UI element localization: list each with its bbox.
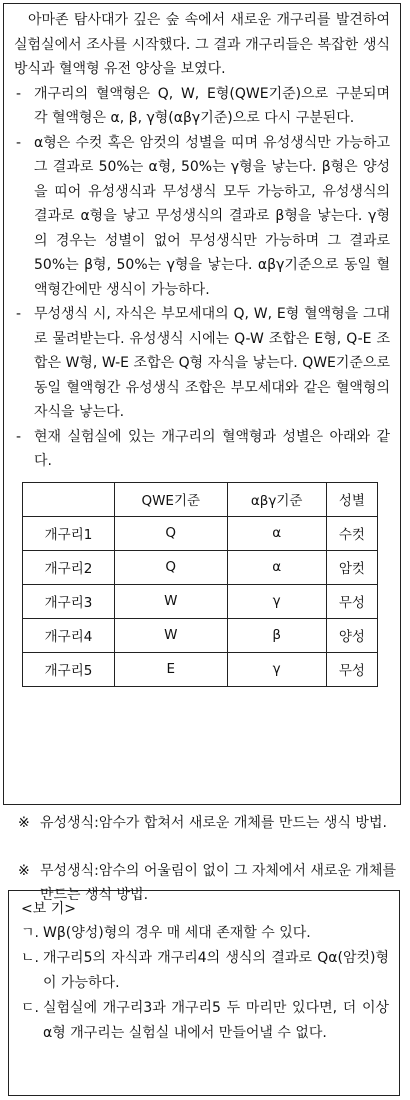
table-cell: 양성 [326,618,377,652]
table-row [23,618,378,652]
bogi-title: <보 기> [21,901,76,917]
passage-box [3,3,401,805]
dash-marker: - [16,428,22,445]
table-cell: 개구리3 [23,584,115,618]
table-cell: 무성 [326,652,377,686]
condition-item-2 [14,131,390,303]
table-cell: 개구리1 [23,516,115,550]
table-row [23,516,378,550]
bogi-option-b [21,946,389,996]
table-cell: W [114,618,227,652]
bogi-option-a [21,921,389,946]
condition-item-1 [14,82,390,131]
table-row [23,652,378,686]
condition-text: 무성생식 시, 자식은 부모세대의 Q, W, E형 혈액형을 그대로 물려받는다. 유성생식 시에는 Q-W 조합은 E형, Q-E 조합은 W형, W-E 조합은 Q형 자식을 낳는다. QWE기준으로 동일 혈액형간 유성생식 조합은 부모세대와 같은 혈액형의 자식을 낳는다. [34,306,390,420]
option-label: ㄱ. [21,925,39,941]
condition-item-3 [14,302,390,425]
bogi-box [8,890,400,1096]
intro-paragraph: 아마존 탐사대가 깊은 숲 속에서 새로운 개구리를 발견하여 실험실에서 조사를 시작했다. 그 결과 개구리들은 복잡한 생식방식과 혈액형 유전 양상을 보였다. [14,12,390,77]
table-cell: α [227,516,326,550]
table-header-cell [23,482,115,516]
table-cell: Q [114,516,227,550]
condition-text: 개구리의 혈액형은 Q, W, E형(QWE기준)으로 구분되며 각 혈액형은 α, β, γ형(αβγ기준)으로 다시 구분된다. [34,85,390,126]
table-cell: 개구리5 [23,652,115,686]
note-mark: ※ [18,815,30,831]
note-sexual-reproduction [18,811,398,835]
table-cell: β [227,618,326,652]
table-cell: 암컷 [326,550,377,584]
dash-marker: - [16,306,22,322]
table-row [23,550,378,584]
table-header-cell: αβγ기준 [227,482,326,516]
table-header-cell: 성별 [326,482,377,516]
table-cell: Q [114,550,227,584]
note-text: 무성생식:암수의 어울림이 없이 그 자체에서 새로운 개체를 만드는 생식 방법. [40,863,396,903]
option-label: ㄴ. [21,950,39,966]
dash-marker: - [16,134,22,151]
table-cell: 개구리4 [23,618,115,652]
option-text: Wβ(양성)형의 경우 매 세대 존재할 수 있다. [43,925,311,941]
dash-marker: - [16,85,22,102]
condition-item-4 [14,425,390,474]
note-text: 유성생식:암수가 합쳐서 새로운 개체를 만드는 생식 방법. [40,815,387,831]
frog-table [22,482,378,687]
table-cell: 무성 [326,584,377,618]
table-header-cell: QWE기준 [114,482,227,516]
option-text: 개구리5의 자식과 개구리4의 생식의 결과로 Qα(암컷)형이 가능하다. [43,950,389,991]
option-label: ㄷ. [21,1000,39,1016]
bogi-option-c [21,996,389,1046]
table-cell: α [227,550,326,584]
note-mark: ※ [18,863,30,879]
table-cell: E [114,652,227,686]
option-text: 실험실에 개구리3과 개구리5 두 마리만 있다면, 더 이상 α형 개구리는 실험실 내에서 만들어낼 수 없다. [43,1000,389,1041]
table-cell: γ [227,652,326,686]
table-cell: W [114,584,227,618]
table-row [23,584,378,618]
table-cell: γ [227,584,326,618]
table-cell: 개구리2 [23,550,115,584]
condition-text: 현재 실험실에 있는 개구리의 혈액형과 성별은 아래와 같다. [34,428,390,469]
table-cell: 수컷 [326,516,377,550]
condition-text: α형은 수컷 혹은 암컷의 성별을 띠며 유성생식만 가능하고 그 결과로 50%는 α형, 50%는 γ형을 낳는다. β형은 양성을 띠어 유성생식과 무성생식 모두 가능하고, 유성생식의 결과로 α형을 낳고 무성생식의 결과로 β형을 낳는다. γ형의 경우는 성별이 없어 무성생식만 가능하며 그 결과로 50%는 β형, 50%는 γ형을 낳는다. αβγ기준으로 동일 혈액형간에만 생식이 가능하다. [34,134,390,298]
table-header-row [23,482,378,516]
